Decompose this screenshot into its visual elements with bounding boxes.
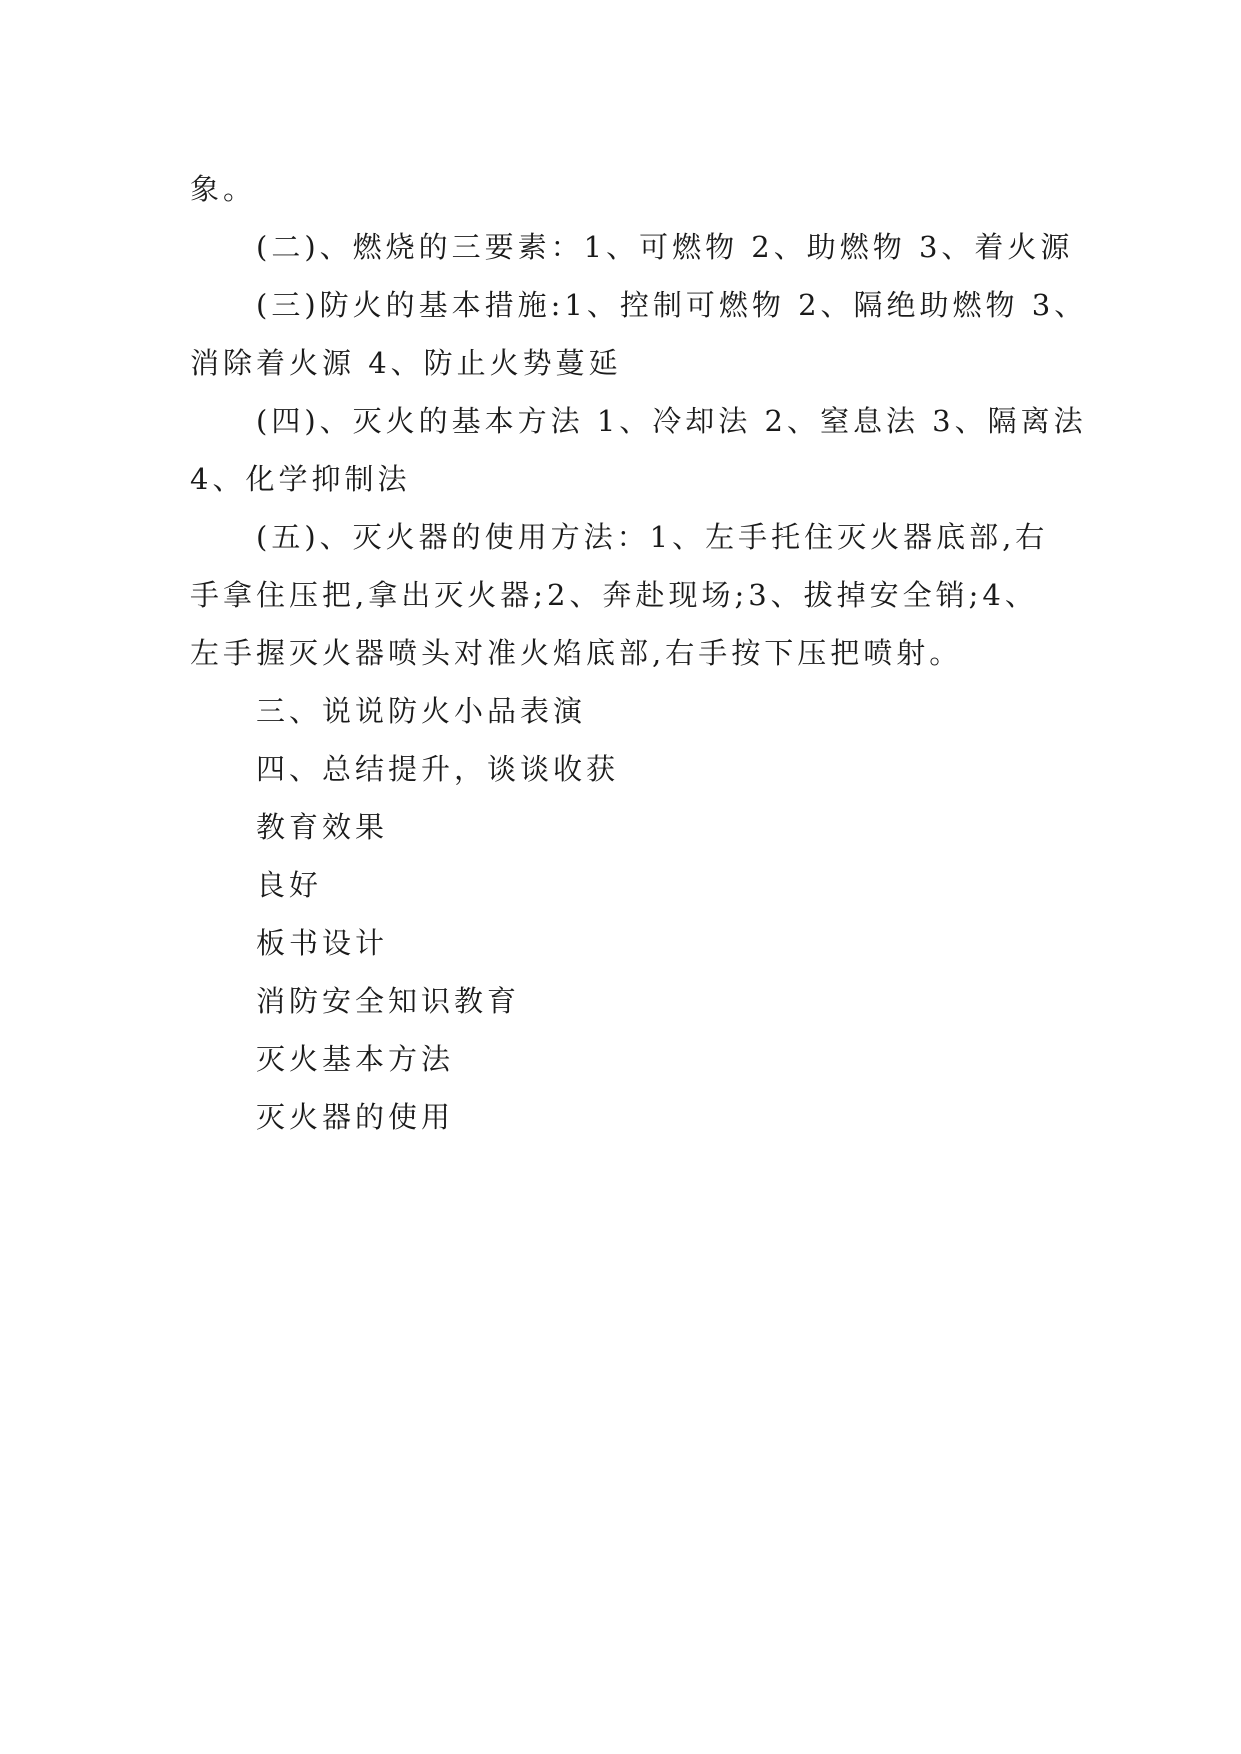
text-line: (二)、燃烧的三要素：1、可燃物 2、助燃物 3、着火源	[256, 230, 1074, 264]
board-design-line: 灭火器的使用	[256, 1100, 455, 1134]
text-line: 左手握灭火器喷头对准火焰底部,右手按下压把喷射。	[190, 636, 963, 670]
document-body	[190, 160, 1088, 1146]
board-design-line: 灭火基本方法	[256, 1042, 455, 1076]
text-line: 象。	[190, 172, 257, 206]
text-line: (四)、灭火的基本方法 1、冷却法 2、窒息法 3、隔离法	[256, 404, 1087, 438]
board-design-line: 消防安全知识教育	[256, 984, 521, 1018]
text-line: (三)防火的基本措施:1、控制可燃物 2、隔绝助燃物 3、	[256, 288, 1088, 322]
label-value: 良好	[256, 868, 323, 902]
text-line: (五)、灭火器的使用方法：1、左手托住灭火器底部,右	[256, 520, 1049, 554]
text-line: 消除着火源 4、防止火势蔓延	[190, 346, 622, 380]
text-line: 手拿住压把,拿出灭火器;2、奔赴现场;3、拔掉安全销;4、	[190, 578, 1038, 612]
section-heading: 四、总结提升，谈谈收获	[256, 752, 620, 786]
text-line: 4、化学抑制法	[190, 462, 411, 496]
label-heading: 教育效果	[256, 810, 389, 844]
label-heading: 板书设计	[256, 926, 389, 960]
section-heading: 三、说说防火小品表演	[256, 694, 587, 728]
